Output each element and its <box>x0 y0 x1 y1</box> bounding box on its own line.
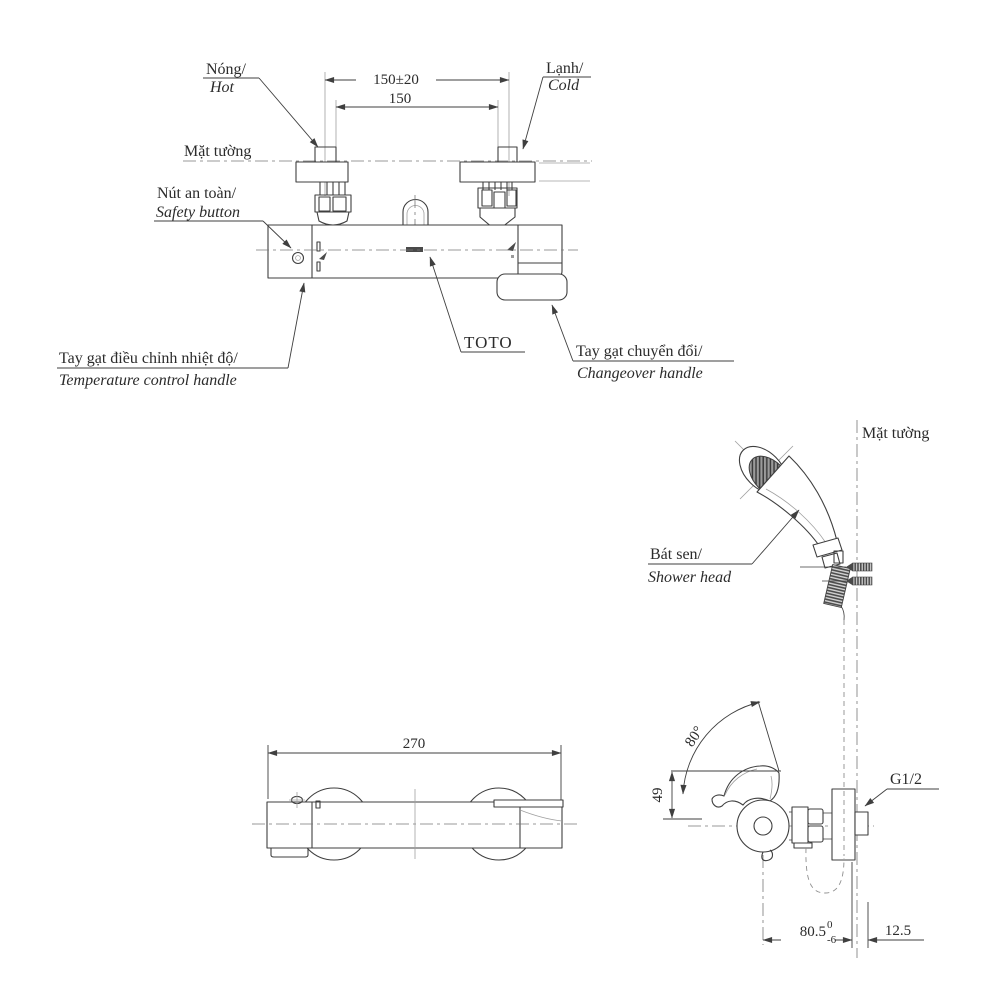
dim150-extensions <box>336 100 498 152</box>
changeover-lever-front <box>497 274 567 300</box>
dim-text-80-5-tol-top: 0 <box>827 919 833 931</box>
dim-text-150: 150 <box>388 91 412 107</box>
label-cold <box>523 60 591 149</box>
hose-start <box>841 606 844 620</box>
shower-label-vi: Bát sen/ <box>650 546 702 563</box>
adapter-step <box>794 843 812 848</box>
front-view <box>57 60 734 389</box>
safety-label-vi: Nút an toàn/ <box>157 185 237 202</box>
dim-text-150-20: 150±20 <box>373 72 419 88</box>
dim-text-80deg: 80° <box>682 723 708 750</box>
mounting-screw-2 <box>846 577 872 586</box>
dim-text-80-5-tol-bot: -6 <box>827 934 837 946</box>
hot-label-en: Hot <box>210 79 234 96</box>
temp-label-vi: Tay gạt điều chỉnh nhiệt độ/ <box>59 350 238 367</box>
g12-thread-stub <box>855 812 868 835</box>
adapter-plate <box>792 807 808 843</box>
dim-text-12-5: 12.5 <box>884 923 912 939</box>
changeover-dot <box>511 255 514 258</box>
label-temperature-handle <box>57 283 304 389</box>
dim-text-80-5: 80.5 <box>799 924 826 940</box>
cold-label-vi: Lạnh/ <box>546 60 584 77</box>
safety-label-en: Safety button <box>156 204 240 221</box>
cap-foot <box>271 848 308 857</box>
lever-edge-bottom <box>494 800 563 807</box>
valve-body-front <box>256 225 578 278</box>
dim-inlet-spacing-tol <box>325 72 509 88</box>
adapter-nut-bottom <box>808 826 823 842</box>
label-changeover-handle <box>552 305 734 382</box>
wall-label-side: Mặt tường <box>862 425 930 442</box>
hot-label-vi: Nóng/ <box>206 61 246 78</box>
shower-head <box>730 437 872 620</box>
shower-label-en: Shower head <box>648 569 732 586</box>
wall-label-front: Mặt tường <box>184 143 252 160</box>
label-thread <box>865 771 939 806</box>
cold-label-en: Cold <box>548 77 580 94</box>
dim-text-270: 270 <box>402 736 426 752</box>
dim-thread-protrusion <box>868 902 924 948</box>
wall-projection-lines <box>539 163 590 181</box>
thread-label: G1/2 <box>890 771 922 788</box>
side-view <box>648 420 939 958</box>
label-hot <box>203 61 318 147</box>
changeover-label-vi: Tay gạt chuyển đổi/ <box>576 343 703 360</box>
valve-side-profile <box>688 620 874 945</box>
temp-label-en: Temperature control handle <box>59 372 237 389</box>
bottom-view <box>252 736 578 860</box>
adapter-nut-top <box>808 809 823 824</box>
dim-inlet-spacing <box>336 91 498 107</box>
valve-body-bottom <box>267 802 562 848</box>
dim-body-width <box>268 736 561 800</box>
hose-nut-ribbed <box>824 564 851 607</box>
wall-flange-plate <box>832 789 855 860</box>
dim-wall-depth <box>763 862 852 948</box>
dim-text-49: 49 <box>650 787 666 803</box>
label-shower-head <box>648 510 799 586</box>
brand-label: TOTO <box>464 333 513 352</box>
brand-mark <box>406 247 423 252</box>
handle-hub <box>737 800 789 852</box>
left-inlet-connection <box>296 147 351 225</box>
right-inlet-connection <box>460 147 535 231</box>
changeover-label-en: Changeover handle <box>577 365 703 382</box>
